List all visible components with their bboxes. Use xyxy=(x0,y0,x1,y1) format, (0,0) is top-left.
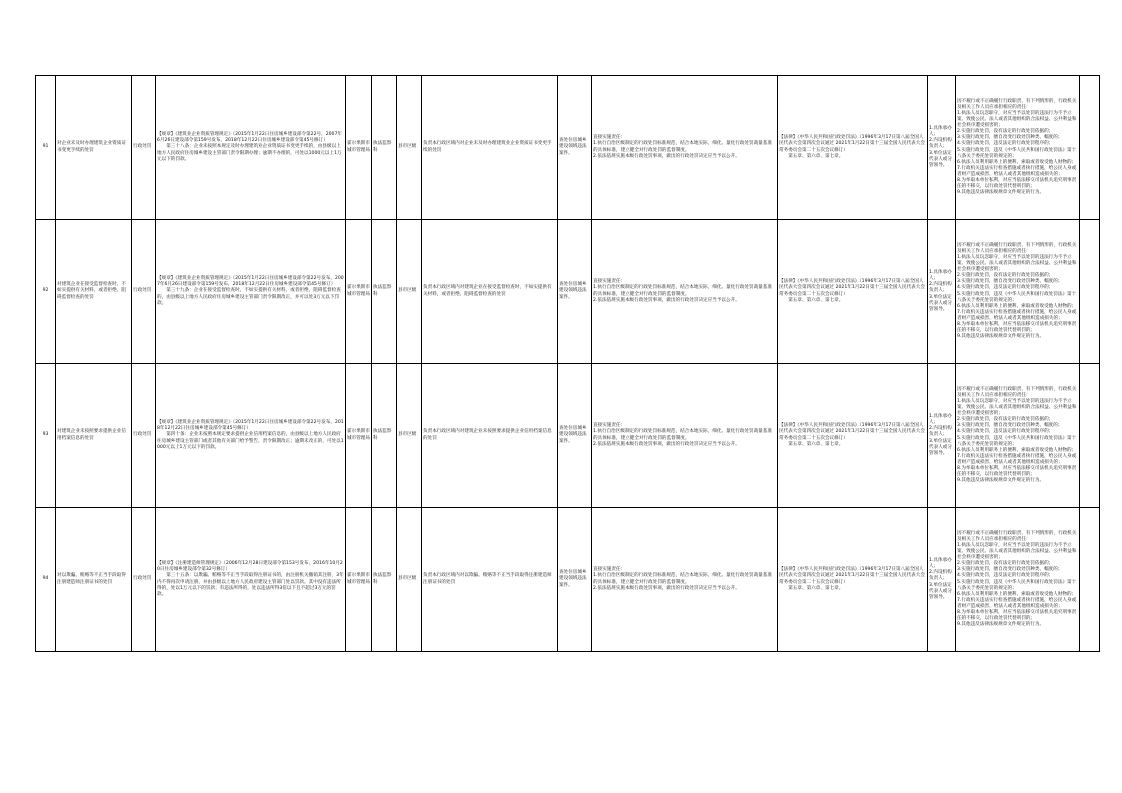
cell-line: 第五章、第六章、第七章。 xyxy=(779,153,844,159)
cell-line: 5.实施行政处罚，违反《中华人民共和国行政处罚法》第十八条关于委托处罚的规定的； xyxy=(957,435,1077,447)
cell-line: 直接实施责任： xyxy=(593,423,626,429)
cell-line: 因不履行或不正确履行行政职责，有下列情形的，行政机关及相关工作人员应承担相应的责任： xyxy=(957,242,1077,254)
cell-line: 负责本行政区域内对以欺骗、贿赂等不正当手段取得注册建造师注册证书的处罚 xyxy=(423,573,552,585)
department-cell xyxy=(372,508,397,652)
cell-line: 【法律】《中华人民共和国行政处罚法》（1996年3月17日第八届全国人民代表大会第四次会议通过 2021年1月22日第十三届全国人民代表大会常务委员会第二十五次会议修订） xyxy=(779,279,925,297)
cell-line: 3.单位法定代表人或分管领导。 xyxy=(929,582,952,600)
cell-line: 行政处罚 xyxy=(133,576,152,582)
legal-basis-cell xyxy=(156,220,346,364)
cell-line: 1.执行自治区级制定的行政处罚标准规范，结合本地实际，细化、量化行政处罚裁量基准的具体标准，建立健全对行政处罚的监督制度。 xyxy=(593,141,772,153)
duty-person-cell xyxy=(928,364,956,508)
cell-line: 6.执法人员利用职务上的便利，索取或者收受他人财物的； xyxy=(957,159,1077,165)
cell-line: 5.实施行政处罚，违反《中华人民共和国行政处罚法》第十八条关于委托处罚的规定的； xyxy=(957,291,1077,303)
cell-line: 查处住房城乡建设领域违法案件。 xyxy=(559,570,587,588)
cell-line: 4.实施行政处罚，违反法定的行政处罚程序的； xyxy=(957,285,1054,291)
cell-line: 4.实施行政处罚，违反法定的行政处罚程序的； xyxy=(957,429,1054,435)
cell-line: 1.具体承办人； xyxy=(929,558,952,570)
law-basis-cell xyxy=(778,364,928,508)
cell-line: 2.依法依规实施本级行政处罚事项，做出的行政处罚决定应当予以公开。 xyxy=(593,585,740,591)
cell-line: 7.行政机关违法实行检查措施或者执行措施，给公民人身或者财产造成损害、给法人或者其他组织造成损失的； xyxy=(957,165,1077,177)
cell-line: 6.执法人员利用职务上的便利，索取或者收受他人财物的； xyxy=(957,303,1077,309)
cell-line: 执法监察科 xyxy=(373,285,392,297)
cell-line: 【规章】《建筑业企业资质管理规定》（2015年1月22日住房城乡建设部令第22号，2007年6月26日建设部令第159号发布，2018年12月22日住房城乡建设部令第45号修订） xyxy=(157,132,342,144)
table-row xyxy=(36,76,1100,220)
implement-cell xyxy=(558,76,592,220)
cell-line: 2.内设机构负责人； xyxy=(929,282,952,294)
cell-line: 因不履行或不正确履行行政职责，有下列情形的，行政机关及相关工作人员应承担相应的责任： xyxy=(957,386,1077,398)
cell-line: 3.实施行政处罚，擅自改变行政处罚种类、幅度的； xyxy=(957,279,1063,285)
cell-line: 直接实施责任： xyxy=(593,567,626,573)
responsibility-cell xyxy=(592,220,778,364)
cell-line: 5.实施行政处罚，违反《中华人民共和国行政处罚法》第十八条关于委托处罚的规定的； xyxy=(957,147,1077,159)
cell-line: 直接实施责任： xyxy=(593,135,626,141)
row-number xyxy=(36,220,56,364)
cell-line: 91 xyxy=(42,144,49,150)
cell-line: 因不履行或不正确履行行政职责，有下列情形的，行政机关及相关工作人员应承担相应的责任： xyxy=(957,530,1077,542)
cell-line: 第三十五条：以欺骗、贿赂等不正当手段取得注册证书的，由注册机关撤销其注册，3年内不得再次申请注册，并由县级以上地方人民政府建设主管部门处以罚款。其中没有违法所得的，处以1万元以下的罚款；有违法所得的，处以违法所得3倍以下且不超过3万元的罚款。 xyxy=(157,573,344,597)
cell-line: 2.实施行政处罚，没有法定的行政处罚依据的； xyxy=(957,273,1054,279)
level-cell xyxy=(397,76,422,220)
cell-line: 1.执法人员玩忽职守，对应当予以处罚的违法行为不予立案、致使公民、法人或者其他组织的合法权益、公共利益和社会秩序遭受损害的； xyxy=(957,542,1077,561)
item-name-cell xyxy=(56,220,132,364)
cell-line: 【规章】《建筑业企业资质管理规定》（2015年1月22日住房城乡建设部令第22号发布，2007年6月26日建设部令第159号发布，2018年12月22日住房城乡建设部令第45号修订） xyxy=(157,276,344,288)
row-number xyxy=(36,76,56,220)
cell-line: 行政处罚 xyxy=(133,144,152,150)
cell-line: 1.执行自治区级制定的行政处罚标准规范，结合本地实际，细化、量化行政处罚裁量基准的具体标准，建立健全对行政处罚的监督制度。 xyxy=(593,285,772,297)
cell-line: 霍尔果斯市城市管理局 xyxy=(347,141,370,153)
cell-line: 9.其他违反法律法规规章文件规定的行为。 xyxy=(957,478,1045,484)
cell-line: 第五章、第六章、第七章。 xyxy=(779,297,844,303)
cell-line: 查处住房城乡建设领域违法案件。 xyxy=(559,138,587,156)
cell-line: 8.为牟取本单位私利，对应当依法移交司法机关追究刑事责任的不移交，以行政处罚代替刑罚的； xyxy=(957,321,1077,334)
remark-cell xyxy=(1080,220,1100,364)
subject-cell xyxy=(346,508,372,652)
cell-line: 1.执行自治区级制定的行政处罚标准规范，结合本地实际，细化、量化行政处罚裁量基准的具体标准，建立健全对行政处罚的监督制度。 xyxy=(593,573,772,585)
duty-person-cell xyxy=(928,220,956,364)
item-name-cell xyxy=(56,508,132,652)
cell-line: 3.单位法定代表人或分管领导。 xyxy=(929,150,952,168)
cell-line: 对企业未及时办理建筑企业资质证书变更手续的处罚 xyxy=(57,141,126,153)
accountability-cell xyxy=(956,364,1080,508)
cell-line: 3.单位法定代表人或分管领导。 xyxy=(929,438,952,456)
cell-line: 第三十九条：企业在接受监督检查时，不如实提供有关材料，或者拒绝、阻碍监督检查的，由县级以上地方人民政府住房城乡建设主管部门责令限期改正，并可以处3万元以下罚款。 xyxy=(157,288,341,306)
subject-cell xyxy=(346,364,372,508)
subject-cell xyxy=(346,76,372,220)
subject-cell xyxy=(346,220,372,364)
cell-line: 第四十条：企业未按照本规定要求提供企业信用档案信息的，由县级以上地方人民政府住房城乡建设主管部门或者其他有关部门给予警告，责令限期改正；逾期未改正的，可处以1000元以上1万元以下的罚款。 xyxy=(157,432,344,450)
cell-line: 6.执法人员利用职务上的便利，索取或者收受他人财物的； xyxy=(957,591,1077,597)
cell-line: 执法监察科 xyxy=(373,141,392,153)
cell-line: 92 xyxy=(42,288,49,294)
department-cell xyxy=(372,364,397,508)
table-row xyxy=(36,364,1100,508)
cell-line: 第三十八条：企业未按照本规定及时办理建筑业企业资质证书变更手续的，由县级以上地方人民政府住房城乡建设主管部门责令限期办理；逾期不办理的，可处以1000元以上1万元以下的罚款。 xyxy=(157,144,342,162)
duty-person-cell xyxy=(928,76,956,220)
cell-line: 负责本行政区域内对建筑企业未按照要求提供企业信用档案信息的处罚 xyxy=(423,429,552,441)
department-cell xyxy=(372,76,397,220)
cell-line: 县市区级 xyxy=(398,144,417,150)
item-name-cell xyxy=(56,364,132,508)
cell-line: 94 xyxy=(42,576,49,582)
cell-line: 2.依法依规实施本级行政处罚事项，做出的行政处罚决定应当予以公开。 xyxy=(593,297,740,303)
table-body xyxy=(36,76,1100,652)
cell-line: 8.为牟取本单位私利，对应当依法移交司法机关追究刑事责任的不移交，以行政处罚代替刑罚的； xyxy=(957,609,1077,622)
level-cell xyxy=(397,220,422,364)
cell-line: 执法监察科 xyxy=(373,429,392,441)
cell-line: 霍尔果斯市城市管理局 xyxy=(347,285,370,297)
implement-cell xyxy=(558,508,592,652)
cell-line: 霍尔果斯市城市管理局 xyxy=(347,573,370,585)
cell-line: 8.为牟取本单位私利，对应当依法移交司法机关追究刑事责任的不移交，以行政处罚代替刑罚的； xyxy=(957,177,1077,190)
item-name-cell xyxy=(56,76,132,220)
cell-line: 7.行政机关违法实行检查措施或者执行措施，给公民人身或者财产造成损害、给法人或者其他组织造成损失的； xyxy=(957,597,1077,609)
implement-cell xyxy=(558,364,592,508)
cell-line: 1.具体承办人； xyxy=(929,270,952,282)
accountability-cell xyxy=(956,220,1080,364)
content-cell xyxy=(422,364,558,508)
remark-cell xyxy=(1080,76,1100,220)
cell-line: 2.实施行政处罚，没有法定的行政处罚依据的； xyxy=(957,129,1054,135)
cell-line: 1.执法人员玩忽职守，对应当予以处罚的违法行为不予立案、致使公民、法人或者其他组织的合法权益、公共利益和社会秩序遭受损害的； xyxy=(957,254,1077,273)
cell-line: 2.依法依规实施本级行政处罚事项，做出的行政处罚决定应当予以公开。 xyxy=(593,441,740,447)
cell-line: 因不履行或不正确履行行政职责，有下列情形的，行政机关及相关工作人员应承担相应的责任： xyxy=(957,98,1077,110)
accountability-cell xyxy=(956,508,1080,652)
cell-line: 对建筑企业在接受监督检查时，不如实提供有关材料，或者拒绝、阻碍监督检查的处罚 xyxy=(57,282,126,300)
cell-line: 【规章】《建筑业企业资质管理规定》（2015年1月22日住房城乡建设部令第22号发布，2018年12月22日住房城乡建设部令第45号修订） xyxy=(157,420,344,432)
cell-line: 6.执法人员利用职务上的便利，索取或者收受他人财物的； xyxy=(957,447,1077,453)
cell-line: 负责本行政区域内对企业未及时办理建筑业企业资质证书变更手续的处罚 xyxy=(423,141,552,153)
law-basis-cell xyxy=(778,76,928,220)
cell-line: 4.实施行政处罚，违反法定的行政处罚程序的； xyxy=(957,573,1054,579)
responsibility-cell xyxy=(592,508,778,652)
cell-line: 直接实施责任： xyxy=(593,279,626,285)
cell-line: 1.执法人员玩忽职守，对应当予以处罚的违法行为不予立案、致使公民、法人或者其他组织的合法权益、公共利益和社会秩序遭受损害的； xyxy=(957,110,1077,129)
cell-line: 2.内设机构负责人； xyxy=(929,426,952,438)
responsibility-cell xyxy=(592,76,778,220)
cell-line: 2.依法依规实施本级行政处罚事项，做出的行政处罚决定应当予以公开。 xyxy=(593,153,740,159)
cell-line: 第五章、第六章、第七章。 xyxy=(779,585,844,591)
level-cell xyxy=(397,508,422,652)
cell-line: 93 xyxy=(42,432,49,438)
remark-cell xyxy=(1080,508,1100,652)
law-basis-cell xyxy=(778,508,928,652)
duty-person-cell xyxy=(928,508,956,652)
cell-line: 1.具体承办人； xyxy=(929,126,952,138)
cell-line: 1.执行自治区级制定的行政处罚标准规范，结合本地实际，细化、量化行政处罚裁量基准的具体标准，建立健全对行政处罚的监督制度。 xyxy=(593,429,772,441)
cell-line: 3.单位法定代表人或分管领导。 xyxy=(929,294,952,312)
cell-line: 县市区级 xyxy=(398,576,417,582)
table-row xyxy=(36,220,1100,364)
cell-line: 2.内设机构负责人； xyxy=(929,570,952,582)
cell-line: 【法律】《中华人民共和国行政处罚法》（1996年3月17日第八届全国人民代表大会第四次会议通过 2021年1月22日第十三届全国人民代表大会常务委员会第二十五次会议修订） xyxy=(779,567,925,585)
cell-line: 【法律】《中华人民共和国行政处罚法》（1996年3月17日第八届全国人民代表大会第四次会议通过 2021年1月22日第十三届全国人民代表大会常务委员会第二十五次会议修订） xyxy=(779,135,925,153)
cell-line: 9.其他违反法律法规规章文件规定的行为。 xyxy=(957,190,1045,196)
cell-line: 查处住房城乡建设领域违法案件。 xyxy=(559,426,587,444)
cell-line: 3.实施行政处罚，擅自改变行政处罚种类、幅度的； xyxy=(957,423,1063,429)
cell-line: 3.实施行政处罚，擅自改变行政处罚种类、幅度的； xyxy=(957,135,1063,141)
cell-line: 3.实施行政处罚，擅自改变行政处罚种类、幅度的； xyxy=(957,567,1063,573)
legal-basis-cell xyxy=(156,508,346,652)
law-basis-cell xyxy=(778,220,928,364)
legal-basis-cell xyxy=(156,76,346,220)
level-cell xyxy=(397,364,422,508)
legal-basis-cell xyxy=(156,364,346,508)
cell-line: 查处住房城乡建设领域违法案件。 xyxy=(559,282,587,300)
implement-cell xyxy=(558,220,592,364)
responsibility-cell xyxy=(592,364,778,508)
cell-line: 执法监察科 xyxy=(373,573,392,585)
department-cell xyxy=(372,220,397,364)
content-cell xyxy=(422,76,558,220)
power-list-table xyxy=(35,75,1100,652)
cell-line: 4.实施行政处罚，违反法定的行政处罚程序的； xyxy=(957,141,1054,147)
cell-line: 【规章】《注册建造师管理规定》（2006年12月28日建设部令第153号发布，2016年10月20日住房城乡建设部令第32号修订） xyxy=(157,561,343,573)
item-type-cell xyxy=(132,76,156,220)
cell-line: 霍尔果斯市城市管理局 xyxy=(347,429,370,441)
cell-line: 7.行政机关违法实行检查措施或者执行措施，给公民人身或者财产造成损害、给法人或者其他组织造成损失的； xyxy=(957,309,1077,321)
cell-line: 对以欺骗、贿赂等不正当手段取得注册建造师注册证书的处罚 xyxy=(57,573,126,585)
row-number xyxy=(36,364,56,508)
cell-line: 【法律】《中华人民共和国行政处罚法》（1996年3月17日第八届全国人民代表大会第四次会议通过 2021年1月22日第十三届全国人民代表大会常务委员会第二十五次会议修订） xyxy=(779,423,925,441)
cell-line: 2.实施行政处罚，没有法定的行政处罚依据的； xyxy=(957,561,1054,567)
row-number xyxy=(36,508,56,652)
item-type-cell xyxy=(132,508,156,652)
cell-line: 2.实施行政处罚，没有法定的行政处罚依据的； xyxy=(957,417,1054,423)
cell-line: 9.其他违反法律法规规章文件规定的行为。 xyxy=(957,334,1045,340)
cell-line: 县市区级 xyxy=(398,432,417,438)
cell-line: 2.内设机构负责人； xyxy=(929,138,952,150)
cell-line: 5.实施行政处罚，违反《中华人民共和国行政处罚法》第十八条关于委托处罚的规定的； xyxy=(957,579,1077,591)
cell-line: 7.行政机关违法实行检查措施或者执行措施，给公民人身或者财产造成损害、给法人或者其他组织造成损失的； xyxy=(957,453,1077,465)
cell-line: 1.具体承办人； xyxy=(929,414,952,426)
cell-line: 第五章、第六章、第七章。 xyxy=(779,441,844,447)
cell-line: 9.其他违反法律法规规章文件规定的行为。 xyxy=(957,622,1045,628)
accountability-cell xyxy=(956,76,1080,220)
cell-line: 对建筑企业未按照要求提供企业信用档案信息的处罚 xyxy=(57,429,126,441)
item-type-cell xyxy=(132,220,156,364)
cell-line: 8.为牟取本单位私利，对应当依法移交司法机关追究刑事责任的不移交，以行政处罚代替刑罚的； xyxy=(957,465,1077,478)
item-type-cell xyxy=(132,364,156,508)
cell-line: 负责本行政区域内对建筑企业在接受监督检查时，不如实提供有关材料，或者拒绝、阻碍监督检查的处罚 xyxy=(423,285,552,297)
table-row xyxy=(36,508,1100,652)
content-cell xyxy=(422,220,558,364)
cell-line: 1.执法人员玩忽职守，对应当予以处罚的违法行为不予立案、致使公民、法人或者其他组织的合法权益、公共利益和社会秩序遭受损害的； xyxy=(957,398,1077,417)
remark-cell xyxy=(1080,364,1100,508)
cell-line: 行政处罚 xyxy=(133,288,152,294)
cell-line: 县市区级 xyxy=(398,288,417,294)
cell-line: 行政处罚 xyxy=(133,432,152,438)
content-cell xyxy=(422,508,558,652)
